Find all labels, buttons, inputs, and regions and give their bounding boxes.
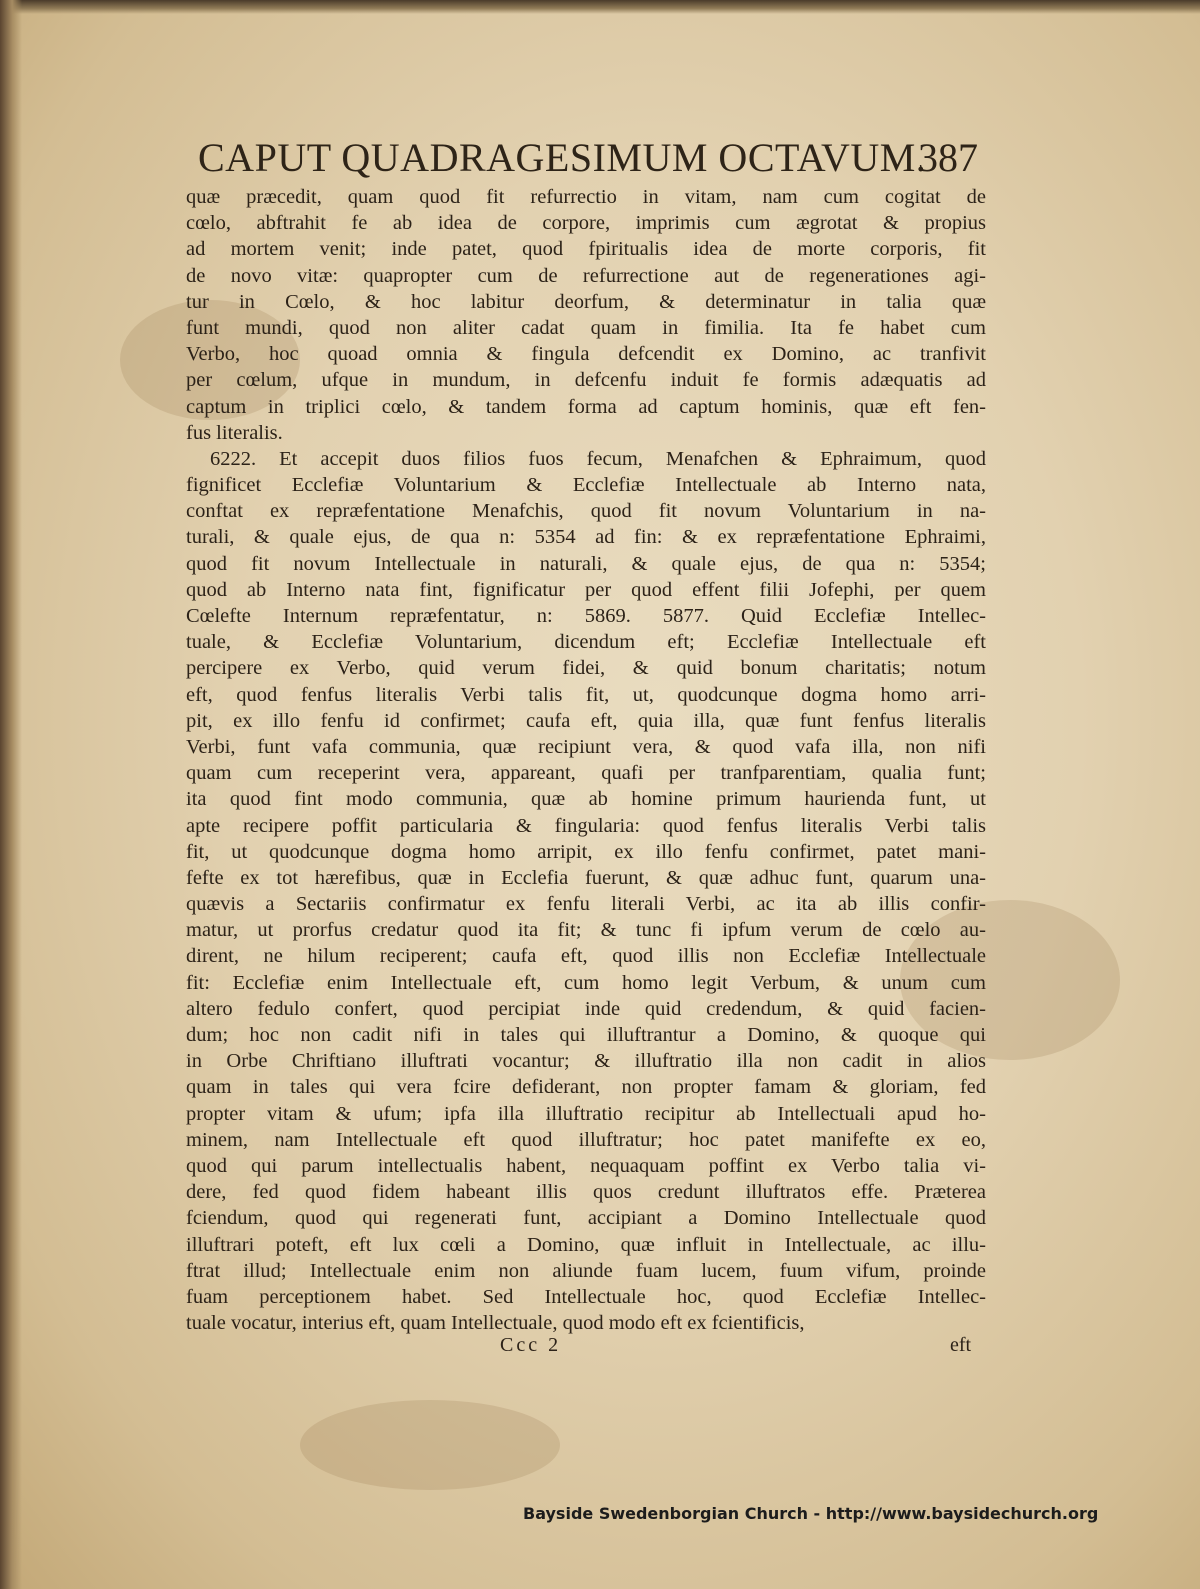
text-line: dirent, ne hilum reciperent; caufa eft, quod illis non Ecclefiæ Intellectuale (186, 945, 986, 968)
text-line: percipere ex Verbo, quid verum fidei, & quid bonum charitatis; notum (186, 657, 986, 680)
text-line: Verbo, hoc quoad omnia & fingula defcendit ex Domino, ac tranfivit (186, 343, 986, 366)
text-line: in Orbe Chriftiano illuftrati vocantur; & illuftratio illa non cadit in alios (186, 1050, 986, 1073)
text-line: matur, ut prorfus credatur quod ita fit; & tunc fi ipfum verum de cœlo au- (186, 919, 986, 942)
text-line: fit: Ecclefiæ enim Intellectuale eft, cum homo legit Verbum, & unum cum (186, 971, 986, 994)
text-line: apte recipere poffit particularia & fingularia: quod fenfus literalis Verbi talis (186, 814, 986, 837)
text-line: propter vitam & ufum; ipfa illa illuftratio recipitur ab Intellectuali apud ho- (186, 1102, 986, 1125)
text-line: quam cum receperint vera, appareant, quafi per tranfparentiam, qualia funt; (186, 762, 986, 785)
text-line: altero fedulo confert, quod percipiat inde quid credendum, & quid facien- (186, 997, 986, 1020)
text-line: quod ab Interno nata fint, fignificatur per quod effent filii Jofephi, per quem (186, 578, 986, 601)
text-line: quod fit novum Intellectuale in naturali, & quale ejus, de qua n: 5354; (186, 552, 986, 575)
text-line: ftrat illud; Intellectuale enim non aliunde fuam lucem, fuum vifum, proinde (186, 1259, 986, 1282)
body-text (186, 184, 986, 1336)
text-line: illuftrari poteft, eft lux cœli a Domino, quæ influit in Intellectuale, ac illu- (186, 1233, 986, 1256)
text-line: 6222. Et accepit duos filios fuos fecum, Menafchen & Ephraimum, quod (210, 447, 986, 470)
text-line: dere, fed quod fidem habeant illis quos credunt illuftratos effe. Præterea (186, 1181, 986, 1204)
text-line: pit, ex illo fenfu id confirmet; caufa eft, quia illa, quæ funt fenfus literalis (186, 709, 986, 732)
text-line: captum in triplici cœlo, & tandem forma ad captum hominis, quæ eft fen- (186, 395, 986, 418)
text-line: Cœlefte Internum repræfentatur, n: 5869. 5877. Quid Ecclefiæ Intellec- (186, 605, 986, 627)
text-line: tuale, & Ecclefiæ Voluntarium, dicendum eft; Ecclefiæ Intellectuale eft (186, 631, 986, 654)
running-head: CAPUT QUADRAGESIMUM OCTAVUM. (198, 135, 927, 180)
text-line: ad mortem venit; inde patet, quod fpiritualis idea de morte corporis, fit (186, 238, 986, 261)
text-line: de novo vitæ: quapropter cum de refurrectione aut de regenerationes agi- (186, 264, 986, 287)
text-line: eft, quod fenfus literalis Verbi talis fit, ut, quodcunque dogma homo arri- (186, 683, 986, 706)
text-line: quam in tales qui vera fcire defiderant, non propter famam & gloriam, fed (186, 1076, 986, 1099)
text-line: tuale vocatur, interius eft, quam Intellectuale, quod modo eft ex fcientificis, (186, 1312, 805, 1335)
text-line: fciendum, quod qui regenerati funt, accipiant a Domino Intellectuale quod (186, 1207, 986, 1230)
text-line: fignificet Ecclefiæ Voluntarium & Ecclefiæ Intellectuale ab Interno nata, (186, 474, 986, 497)
text-line: conftat ex repræfentatione Menafchis, quod fit novum Voluntarium in na- (186, 500, 986, 523)
text-line: ita quod fint modo communia, quæ ab homine primum haurienda funt, ut (186, 788, 986, 811)
text-line: turali, & quale ejus, de qua n: 5354 ad fin: & ex repræfentatione Ephraimi, (186, 526, 986, 549)
text-line: per cœlum, ufque in mundum, in defcenfu induit fe formis adæquatis ad (186, 369, 986, 392)
page-top-edge (0, 0, 1200, 14)
signature-mark: Ccc 2 (500, 1334, 562, 1356)
catchword: eft (950, 1334, 972, 1356)
text-line: tur in Cœlo, & hoc labitur deorfum, & determinatur in talia quæ (186, 290, 986, 313)
text-line: fus literalis. (186, 421, 283, 444)
text-line: quæ præcedit, quam quod fit refurrectio in vitam, nam cum cogitat de (186, 186, 986, 208)
text-line: quævis a Sectariis confirmatur ex fenfu literali Verbi, ac ita ab illis confir- (186, 893, 986, 916)
text-line: fuam perceptionem habet. Sed Intellectuale hoc, quod Ecclefiæ Intellec- (186, 1285, 986, 1308)
text-line: funt mundi, quod non aliter cadat quam in fimilia. Ita fe habet cum (186, 316, 986, 339)
text-line: fefte ex tot hærefibus, quæ in Ecclefia fuerunt, & quæ adhuc funt, quarum una- (186, 866, 986, 889)
page-binding-edge (0, 0, 22, 1589)
watermark-text: Bayside Swedenborgian Church - http://www.baysidechurch.org (523, 1504, 1099, 1523)
page-header (190, 128, 990, 188)
text-line: quod qui parum intellectualis habent, nequaquam poffint ex Verbo talia vi- (186, 1154, 986, 1177)
text-line: dum; hoc non cadit nifi in tales qui illuftrantur a Domino, & quoque qui (186, 1024, 986, 1046)
text-line: Verbi, funt vafa communia, quæ recipiunt vera, & quod vafa illa, non nifi (186, 735, 986, 758)
paper-stain (300, 1400, 560, 1490)
text-line: minem, nam Intellectuale eft quod illuftratur; hoc patet manifefte ex eo, (186, 1128, 986, 1151)
page-number: 387 (918, 135, 978, 180)
text-line: fit, ut quodcunque dogma homo arripit, ex illo fenfu confirmet, patet mani- (186, 840, 986, 863)
text-line: cœlo, abftrahit fe ab idea de corpore, imprimis cum ægrotat & propius (186, 212, 986, 235)
